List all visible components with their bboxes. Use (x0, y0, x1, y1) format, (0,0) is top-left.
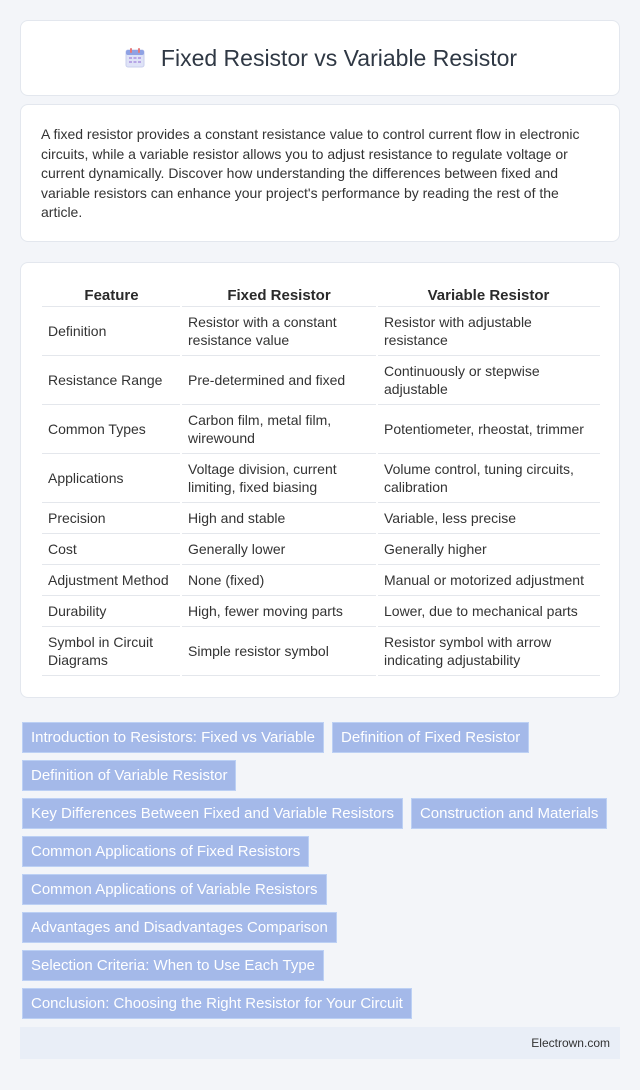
table-header: Feature (42, 281, 181, 307)
topic-tag-link[interactable]: Advantages and Disadvantages Comparison (22, 912, 337, 943)
topic-tag-link[interactable]: Construction and Materials (411, 798, 607, 829)
topic-tag-link[interactable]: Key Differences Between Fixed and Variable Resistors (22, 798, 403, 829)
table-cell: Volume control, tuning circuits, calibration (377, 454, 600, 503)
topic-tag-link[interactable]: Definition of Variable Resistor (22, 760, 236, 791)
table-cell: Applications (42, 454, 181, 503)
topic-tag-link[interactable]: Conclusion: Choosing the Right Resistor for Your Circuit (22, 988, 412, 1019)
intro-text: A fixed resistor provides a constant resistance value to control current flow in electronic circuits, while a variable resistor allows you to adjust resistance to regulate voltage or current dynamically. Discover how understanding the differences between fixed and variable resistors can enhance your project's performance by reading the rest of the article. (41, 126, 580, 220)
table-cell: Precision (42, 503, 181, 534)
table-cell: Manual or motorized adjustment (377, 565, 600, 596)
table-cell: Resistor with adjustable resistance (377, 307, 600, 356)
table-cell: Resistance Range (42, 356, 181, 405)
topic-tag-link[interactable]: Introduction to Resistors: Fixed vs Variable (22, 722, 324, 753)
table-cell: Variable, less precise (377, 503, 600, 534)
calendar-icon (123, 46, 147, 70)
comparison-table (42, 281, 600, 676)
topic-tags (22, 722, 622, 1026)
table-cell: Durability (42, 596, 181, 627)
table-row (42, 356, 600, 405)
table-cell: Voltage division, current limiting, fixed biasing (181, 454, 377, 503)
page-title: Fixed Resistor vs Variable Resistor (160, 44, 518, 71)
table-header-row (42, 281, 600, 307)
table-row (42, 405, 600, 454)
table-cell: Symbol in Circuit Diagrams (42, 627, 181, 676)
topic-tag-link[interactable]: Common Applications of Variable Resistors (22, 874, 327, 905)
table-cell: Cost (42, 534, 181, 565)
footer (20, 1027, 620, 1059)
table-row (42, 503, 600, 534)
table-row (42, 627, 600, 676)
table-cell: Definition (42, 307, 181, 356)
table-cell: Generally lower (181, 534, 377, 565)
table-row (42, 307, 600, 356)
table-row (42, 565, 600, 596)
table-cell: Lower, due to mechanical parts (377, 596, 600, 627)
table-cell: High and stable (181, 503, 377, 534)
intro-card (20, 104, 620, 242)
table-cell: Generally higher (377, 534, 600, 565)
table-cell: Adjustment Method (42, 565, 181, 596)
comparison-table-card (20, 262, 620, 698)
table-cell: Resistor with a constant resistance value (181, 307, 377, 356)
table-row (42, 454, 600, 503)
title-card (20, 20, 620, 96)
table-row (42, 534, 600, 565)
table-row (42, 596, 600, 627)
topic-tag-link[interactable]: Selection Criteria: When to Use Each Type (22, 950, 324, 981)
table-cell: Simple resistor symbol (181, 627, 377, 676)
footer-site-name: Electrown.com (531, 1036, 610, 1050)
table-cell: Common Types (42, 405, 181, 454)
table-cell: High, fewer moving parts (181, 596, 377, 627)
topic-tag-link[interactable]: Definition of Fixed Resistor (332, 722, 529, 753)
table-cell: Continuously or stepwise adjustable (377, 356, 600, 405)
table-cell: None (fixed) (181, 565, 377, 596)
topic-tag-link[interactable]: Common Applications of Fixed Resistors (22, 836, 309, 867)
table-header: Variable Resistor (377, 281, 600, 307)
table-cell: Pre-determined and fixed (181, 356, 377, 405)
table-header: Fixed Resistor (181, 281, 377, 307)
table-cell: Resistor symbol with arrow indicating adjustability (377, 627, 600, 676)
table-cell: Potentiometer, rheostat, trimmer (377, 405, 600, 454)
table-cell: Carbon film, metal film, wirewound (181, 405, 377, 454)
